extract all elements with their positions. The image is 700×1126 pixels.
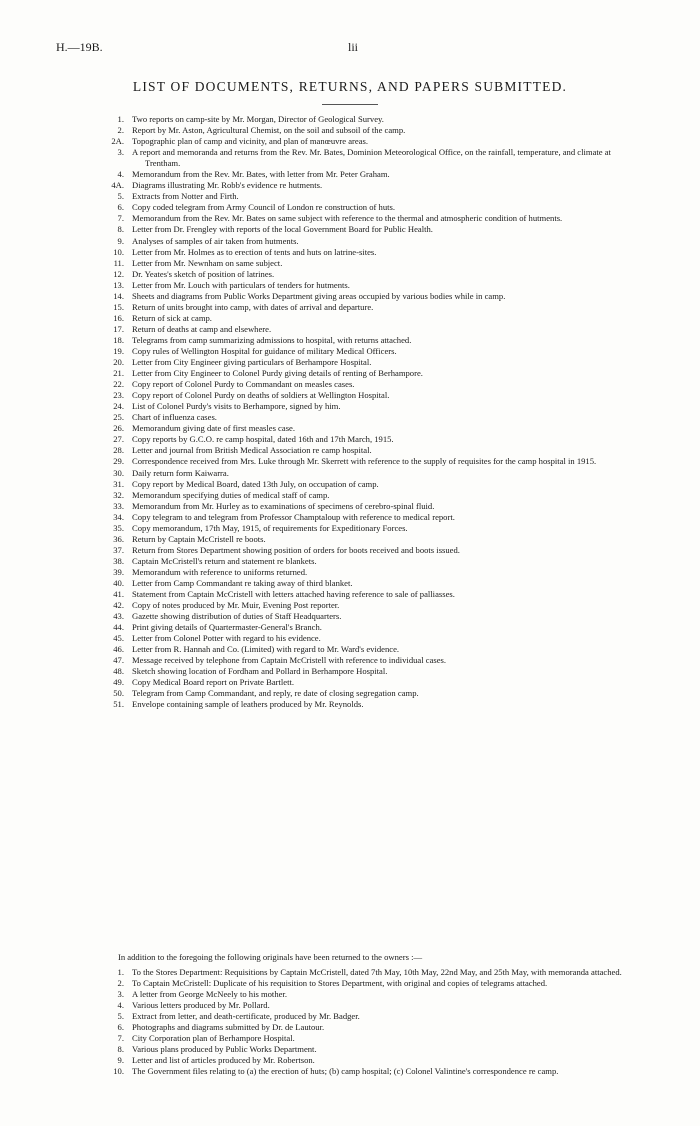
item-number: 38. [113,555,124,566]
item-text: Extracts from Notter and Firth. [132,191,239,202]
item-text: Copy report of Colonel Purdy on deaths of soldiers at Wellington Hospital. [132,390,390,401]
item-number: 16. [113,312,124,323]
list-item [0,545,700,556]
item-text: Report by Mr. Aston, Agricultural Chemist, on the soil and subsoil of the camp. [132,125,406,136]
list-item [0,379,700,390]
item-number: 26. [113,423,124,434]
item-number: 11. [113,257,124,268]
list-item [0,236,700,247]
item-text: Sketch showing location of Fordham and Pollard in Berhampore Hospital. [132,666,388,677]
item-text: Various plans produced by Public Works Department. [132,1044,317,1055]
item-text: Return from Stores Department showing position of orders for boots received and boots issued. [132,544,460,555]
item-number: 43. [113,611,124,622]
list-item [0,147,700,169]
item-text: Analyses of samples of air taken from hutments. [132,235,299,246]
item-number: 24. [113,401,124,412]
list-item [0,445,700,456]
list-item [0,989,700,1000]
item-text: Two reports on camp-site by Mr. Morgan, Director of Geological Survey. [132,114,384,124]
item-number: 7. [117,1033,124,1044]
list-item [0,1033,700,1044]
item-text: Telegrams from camp summarizing admissions to hospital, with returns attached. [132,334,412,345]
list-item [0,611,700,622]
list-item [0,258,700,269]
item-text: A report and memoranda and returns from the Rev. Mr. Bates, Dominion Meteorological Office, on the rainfall, temperature, and climate at Trentham. [132,147,611,169]
item-text: Memorandum from the Rev. Mr. Bates on same subject with reference to the thermal and atmospheric condition of hutments. [132,213,563,224]
list-item [0,180,700,191]
item-number: 5. [117,1011,124,1022]
item-text: Copy memorandum, 17th May, 1915, of requirements for Expeditionary Forces. [132,522,408,533]
item-number: 6. [117,202,124,213]
item-text: Gazette showing distribution of duties of Staff Headquarters. [132,611,342,622]
list-item [0,1066,700,1077]
item-text: Return by Captain McCristell re boots. [132,533,266,544]
item-text: Extract from letter, and death-certificate, produced by Mr. Badger. [132,1011,360,1022]
list-item [0,202,700,213]
item-text: Copy of notes produced by Mr. Muir, Evening Post reporter. [132,600,340,611]
item-text: Letter from Mr. Newnham on same subject. [132,257,283,268]
item-text: Correspondence received from Mrs. Luke through Mr. Skerrett with reference to the supply of requisites for the camp hospital in 1915. [132,456,597,467]
item-number: 29. [113,456,124,467]
item-text: The Government files relating to (a) the erection of huts; (b) camp hospital; (c) Colonel Valintine's correspondence re camp. [132,1066,559,1077]
list-item [0,578,700,589]
list-item [0,169,700,180]
list-item [0,434,700,445]
item-number: 20. [113,357,124,368]
page-number: lii [347,40,359,54]
list-item [0,677,700,688]
item-number: 10. [113,1066,124,1077]
list-item [0,622,700,633]
item-number: 17. [113,323,124,334]
item-number: 33. [113,500,124,511]
list-item [0,1022,700,1033]
item-number: 3. [117,989,124,1000]
item-text: Return of units brought into camp, with dates of arrival and departure. [132,301,374,312]
item-text: To Captain McCristell: Duplicate of his requisition to Stores Department, with original and copies of telegrams attached. [132,978,548,989]
item-text: City Corporation plan of Berhampore Hospital. [132,1033,295,1044]
item-text: Sheets and diagrams from Public Works Department giving areas occupied by various bodies while in camp. [132,290,506,301]
item-number: 7. [117,213,124,224]
item-number: 4. [117,169,124,180]
list-item [0,468,700,479]
item-text: A letter from George McNeely to his mother. [132,989,287,1000]
item-number: 10. [113,246,124,257]
item-number: 31. [113,478,124,489]
list-item [0,269,700,280]
item-number: 8. [117,224,124,235]
item-text: Memorandum from the Rev. Mr. Bates, with letter from Mr. Peter Graham. [132,169,390,180]
item-text: Captain McCristell's return and statement re blankets. [132,555,317,566]
item-number: 19. [113,345,124,356]
item-number: 9. [117,235,124,246]
item-text: Copy telegram to and telegram from Professor Champtaloup with reference to medical report. [132,511,455,522]
item-text: Letter from City Engineer giving particulars of Berhampore Hospital. [132,357,372,368]
item-number: 28. [113,445,124,456]
list-item [0,666,700,677]
item-number: 35. [113,522,124,533]
item-number: 4. [117,1000,124,1011]
document-code: H.—19B. [56,40,103,54]
item-number: 9. [117,1055,124,1066]
item-number: 51. [113,699,124,710]
item-number: 32. [113,489,124,500]
list-item [0,280,700,291]
item-text: Letter from Mr. Holmes as to erection of tents and huts on latrine-sites. [132,246,377,257]
item-text: Memorandum giving date of first measles case. [132,423,295,434]
returned-intro: In addition to the foregoing the following originals have been returned to the owners :— [118,952,423,962]
item-number: 1. [117,114,124,124]
item-number: 40. [113,577,124,588]
item-number: 15. [113,301,124,312]
item-number: 3. [117,147,124,158]
item-number: 41. [113,589,124,600]
item-number: 48. [113,666,124,677]
list-item [0,967,700,978]
item-number: 27. [113,434,124,445]
list-item [0,1044,700,1055]
item-number: 44. [113,622,124,633]
list-item [0,633,700,644]
list-item [0,1055,700,1066]
item-text: Return of sick at camp. [132,312,212,323]
item-text: Statement from Captain McCristell with letters attached having reference to sale of palliasses. [132,589,455,600]
item-text: Memorandum specifying duties of medical staff of camp. [132,489,330,500]
list-item [0,390,700,401]
title-divider [322,104,378,105]
list-item [0,302,700,313]
list-item [0,346,700,357]
list-item [0,523,700,534]
list-item [0,699,700,710]
item-text: Letter from Dr. Frengley with reports of the local Government Board for Public Health. [132,224,433,235]
item-number: 25. [113,412,124,423]
item-number: 18. [113,334,124,345]
list-item [0,324,700,335]
page-title: LIST OF DOCUMENTS, RETURNS, AND PAPERS SUBMITTED. [132,79,568,94]
list-item [0,456,700,467]
returned-list [0,967,700,1077]
item-text: Diagrams illustrating Mr. Robb's evidence re hutments. [132,180,323,191]
item-text: Memorandum from Mr. Hurley as to examinations of specimens of cerebro-spinal fluid. [132,500,435,511]
item-text: Topographic plan of camp and vicinity, and plan of manœuvre areas. [132,136,369,147]
list-item [0,313,700,324]
list-item [0,335,700,346]
item-number: 36. [113,533,124,544]
item-text: Telegram from Camp Commandant, and reply, re date of closing segregation camp. [132,688,419,699]
item-text: Message received by telephone from Captain McCristell with reference to individual cases. [132,655,447,666]
item-text: Letter from City Engineer to Colonel Purdy giving details of renting of Berhampore. [132,368,423,379]
item-number: 42. [113,600,124,611]
item-text: Letter from R. Hannah and Co. (Limited) with regard to Mr. Ward's evidence. [132,644,400,655]
item-number: 12. [113,268,124,279]
item-number: 30. [113,467,124,478]
item-text: Letter from Mr. Louch with particulars of tenders for hutments. [132,279,350,290]
item-text: Copy Medical Board report on Private Bartlett. [132,677,295,688]
item-number: 22. [113,379,124,390]
item-number: 47. [113,655,124,666]
item-number: 49. [113,677,124,688]
list-item [0,213,700,224]
list-item [0,655,700,666]
list-item [0,644,700,655]
list-item [0,291,700,302]
item-number: 50. [113,688,124,699]
list-item [0,136,700,147]
item-number: 1. [117,967,124,977]
item-text: Letter from Camp Commandant re taking away of third blanket. [132,577,353,588]
item-number: 34. [113,511,124,522]
list-item [0,368,700,379]
item-text: Copy coded telegram from Army Council of London re construction of huts. [132,202,396,213]
item-number: 6. [117,1022,124,1033]
list-item [0,1000,700,1011]
list-item [0,512,700,523]
item-text: Print giving details of Quartermaster-General's Branch. [132,622,322,633]
list-item [0,114,700,125]
item-number: 37. [113,544,124,555]
list-item [0,501,700,512]
item-number: 5. [117,191,124,202]
list-item [0,534,700,545]
list-item [0,490,700,501]
list-item [0,688,700,699]
item-text: Return of deaths at camp and elsewhere. [132,323,272,334]
item-text: Envelope containing sample of leathers produced by Mr. Reynolds. [132,699,364,710]
page-header [56,40,650,54]
list-item [0,423,700,434]
item-number: 2A. [111,136,124,147]
item-number: 8. [117,1044,124,1055]
item-number: 45. [113,633,124,644]
item-number: 14. [113,290,124,301]
item-text: Dr. Yeates's sketch of position of latrines. [132,268,275,279]
list-item [0,1011,700,1022]
item-text: Letter and journal from British Medical Association re camp hospital. [132,445,372,456]
item-text: Copy report of Colonel Purdy to Commandant on measles cases. [132,379,355,390]
list-item [0,556,700,567]
item-text: Chart of influenza cases. [132,412,217,423]
list-item [0,479,700,490]
list-item [0,224,700,235]
item-text: Copy reports by G.C.O. re camp hospital, dated 16th and 17th March, 1915. [132,434,394,445]
item-text: Photographs and diagrams submitted by Dr. de Lautour. [132,1022,325,1033]
list-item [0,125,700,136]
item-text: Copy rules of Wellington Hospital for guidance of military Medical Officers. [132,345,397,356]
item-text: To the Stores Department: Requisitions by Captain McCristell, dated 7th May, 10th May, 22nd May, and 25th May, with memoranda attached. [132,967,622,977]
item-text: Various letters produced by Mr. Pollard. [132,1000,270,1011]
item-text: Letter from Colonel Potter with regard to his evidence. [132,633,321,644]
list-item [0,600,700,611]
list-item [0,978,700,989]
item-text: Memorandum with reference to uniforms returned. [132,566,308,577]
list-item [0,589,700,600]
list-item [0,567,700,578]
item-number: 2. [117,125,124,136]
list-item [0,401,700,412]
list-item [0,412,700,423]
item-text: Daily return form Kaiwarra. [132,467,229,478]
list-item [0,357,700,368]
item-number: 39. [113,566,124,577]
item-text: Letter and list of articles produced by Mr. Robertson. [132,1055,315,1066]
item-number: 4A. [111,180,124,191]
item-number: 2. [117,978,124,989]
item-number: 46. [113,644,124,655]
list-item [0,191,700,202]
item-text: List of Colonel Purdy's visits to Berhampore, signed by him. [132,401,341,412]
list-item [0,247,700,258]
item-number: 13. [113,279,124,290]
item-number: 23. [113,390,124,401]
item-number: 21. [113,368,124,379]
item-text: Copy report by Medical Board, dated 13th July, on occupation of camp. [132,478,379,489]
documents-list [0,114,700,711]
